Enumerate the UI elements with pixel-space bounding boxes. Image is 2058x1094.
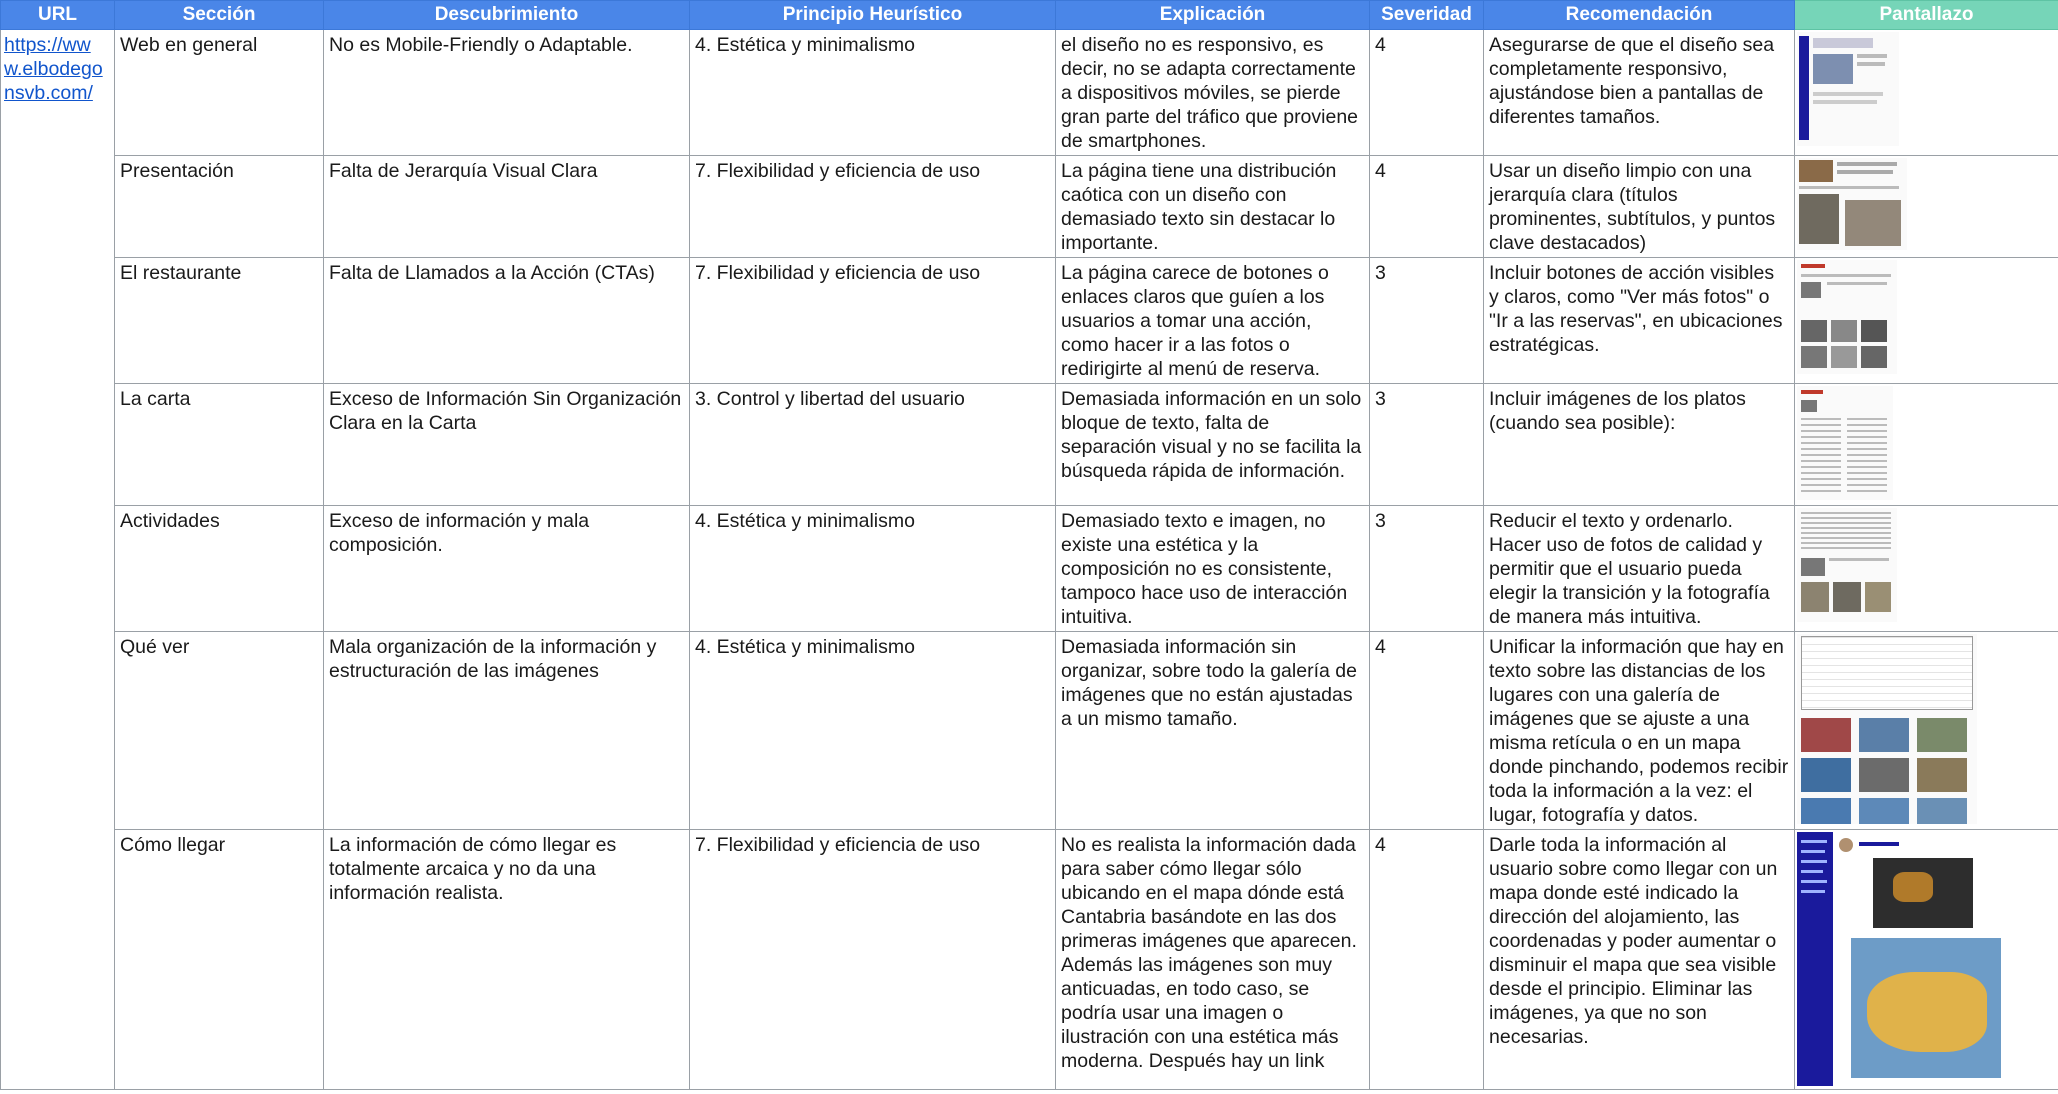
cell-descubrimiento[interactable]: No es Mobile-Friendly o Adaptable.	[324, 30, 690, 156]
header-seccion[interactable]: Sección	[115, 1, 324, 30]
cell-recomendacion[interactable]: Incluir imágenes de los platos (cuando sea posible):	[1484, 384, 1795, 506]
cell-principio[interactable]: 7. Flexibilidad y eficiencia de uso	[690, 258, 1056, 384]
cell-seccion[interactable]: Presentación	[115, 156, 324, 258]
screenshot-thumbnail	[1797, 832, 2007, 1086]
cell-severidad[interactable]: 4	[1370, 156, 1484, 258]
cell-severidad[interactable]: 3	[1370, 506, 1484, 632]
cell-principio[interactable]: 3. Control y libertad del usuario	[690, 384, 1056, 506]
header-explicacion[interactable]: Explicación	[1056, 1, 1370, 30]
cell-explicacion[interactable]: Demasiada información en un solo bloque de texto, falta de separación visual y no se facilita la búsqueda rápida de información.	[1056, 384, 1370, 506]
cell-explicacion[interactable]: No es realista la información dada para saber cómo llegar sólo ubicando en el mapa dónde está Cantabria basándote en las dos primeras imágenes que aparecen. Además las imágenes son muy anticuadas, en todo caso, se podría usar una imagen o ilustración con una estética más moderna. Después hay un link	[1056, 830, 1370, 1090]
cell-severidad[interactable]: 3	[1370, 258, 1484, 384]
cell-explicacion[interactable]: La página tiene una distribución caótica con un diseño con demasiado texto sin destacar lo importante.	[1056, 156, 1370, 258]
cell-principio[interactable]: 4. Estética y minimalismo	[690, 632, 1056, 830]
cell-seccion[interactable]: La carta	[115, 384, 324, 506]
cell-recomendacion[interactable]: Asegurarse de que el diseño sea completamente responsivo, ajustándose bien a pantallas de diferentes tamaños.	[1484, 30, 1795, 156]
cell-pantallazo[interactable]	[1795, 632, 2058, 830]
screenshot-thumbnail	[1797, 634, 1977, 824]
url-cell[interactable]	[1, 30, 115, 1090]
table-row	[1, 506, 2058, 632]
header-url[interactable]: URL	[1, 1, 115, 30]
cell-recomendacion[interactable]: Darle toda la información al usuario sobre como llegar con un mapa donde esté indicado la dirección del alojamiento, las coordenadas y poder aumentar o disminuir el mapa que sea visible desde el principio. Eliminar las imágenes, ya que no son necesarias.	[1484, 830, 1795, 1090]
cell-explicacion[interactable]: Demasiada información sin organizar, sobre todo la galería de imágenes que no están ajustadas a un mismo tamaño.	[1056, 632, 1370, 830]
table-row	[1, 632, 2058, 830]
cell-recomendacion[interactable]: Reducir el texto y ordenarlo. Hacer uso de fotos de calidad y permitir que el usuario pueda elegir la transición y la fotografía de manera más intuitiva.	[1484, 506, 1795, 632]
cell-descubrimiento[interactable]: Mala organización de la información y estructuración de las imágenes	[324, 632, 690, 830]
cell-seccion[interactable]: Web en general	[115, 30, 324, 156]
site-link[interactable]: https://www.elbodegonsvb.com/	[4, 34, 103, 104]
cell-seccion[interactable]: Actividades	[115, 506, 324, 632]
cell-principio[interactable]: 4. Estética y minimalismo	[690, 30, 1056, 156]
header-row	[1, 1, 2058, 30]
cell-pantallazo[interactable]	[1795, 506, 2058, 632]
screenshot-thumbnail	[1797, 260, 1897, 374]
cell-pantallazo[interactable]	[1795, 30, 2058, 156]
header-severidad[interactable]: Severidad	[1370, 1, 1484, 30]
cell-pantallazo[interactable]	[1795, 156, 2058, 258]
screenshot-thumbnail	[1797, 32, 1899, 146]
screenshot-thumbnail	[1797, 158, 1907, 250]
header-descubrimiento[interactable]: Descubrimiento	[324, 1, 690, 30]
cell-pantallazo[interactable]	[1795, 384, 2058, 506]
cell-severidad[interactable]: 3	[1370, 384, 1484, 506]
cell-descubrimiento[interactable]: Falta de Llamados a la Acción (CTAs)	[324, 258, 690, 384]
cell-principio[interactable]: 4. Estética y minimalismo	[690, 506, 1056, 632]
cell-descubrimiento[interactable]: La información de cómo llegar es totalmente arcaica y no da una información realista.	[324, 830, 690, 1090]
cell-seccion[interactable]: El restaurante	[115, 258, 324, 384]
cell-seccion[interactable]: Qué ver	[115, 632, 324, 830]
cell-explicacion[interactable]: el diseño no es responsivo, es decir, no se adapta correctamente a dispositivos móviles, se pierde gran parte del tráfico que proviene de smartphones.	[1056, 30, 1370, 156]
cell-descubrimiento[interactable]: Exceso de información y mala composición.	[324, 506, 690, 632]
cell-recomendacion[interactable]: Incluir botones de acción visibles y claros, como "Ver más fotos" o "Ir a las reservas", en ubicaciones estratégicas.	[1484, 258, 1795, 384]
cell-explicacion[interactable]: La página carece de botones o enlaces claros que guíen a los usuarios a tomar una acción, como hacer ir a las fotos o redirigirte al menú de reserva.	[1056, 258, 1370, 384]
table-row	[1, 830, 2058, 1090]
cell-severidad[interactable]: 4	[1370, 830, 1484, 1090]
table-row	[1, 384, 2058, 506]
screenshot-thumbnail	[1797, 386, 1893, 500]
header-pantallazo[interactable]: Pantallazo	[1795, 1, 2058, 30]
cell-principio[interactable]: 7. Flexibilidad y eficiencia de uso	[690, 156, 1056, 258]
cell-principio[interactable]: 7. Flexibilidad y eficiencia de uso	[690, 830, 1056, 1090]
header-recomendacion[interactable]: Recomendación	[1484, 1, 1795, 30]
cell-explicacion[interactable]: Demasiado texto e imagen, no existe una estética y la composición no es consistente, tampoco hace uso de interacción intuitiva.	[1056, 506, 1370, 632]
table-row	[1, 30, 2058, 156]
cell-seccion[interactable]: Cómo llegar	[115, 830, 324, 1090]
cell-severidad[interactable]: 4	[1370, 632, 1484, 830]
cell-descubrimiento[interactable]: Exceso de Información Sin Organización Clara en la Carta	[324, 384, 690, 506]
header-principio[interactable]: Principio Heurístico	[690, 1, 1056, 30]
cell-recomendacion[interactable]: Usar un diseño limpio con una jerarquía clara (títulos prominentes, subtítulos, y puntos clave destacados)	[1484, 156, 1795, 258]
cell-descubrimiento[interactable]: Falta de Jerarquía Visual Clara	[324, 156, 690, 258]
table-row	[1, 156, 2058, 258]
screenshot-thumbnail	[1797, 508, 1897, 622]
cell-pantallazo[interactable]	[1795, 258, 2058, 384]
cell-recomendacion[interactable]: Unificar la información que hay en texto sobre las distancias de los lugares con una galería de imágenes que se ajuste a una misma retícula o en un mapa donde pinchando, podemos recibir toda la información a la vez: el lugar, fotografía y datos.	[1484, 632, 1795, 830]
cell-pantallazo[interactable]	[1795, 830, 2058, 1090]
table-row	[1, 258, 2058, 384]
cell-severidad[interactable]: 4	[1370, 30, 1484, 156]
